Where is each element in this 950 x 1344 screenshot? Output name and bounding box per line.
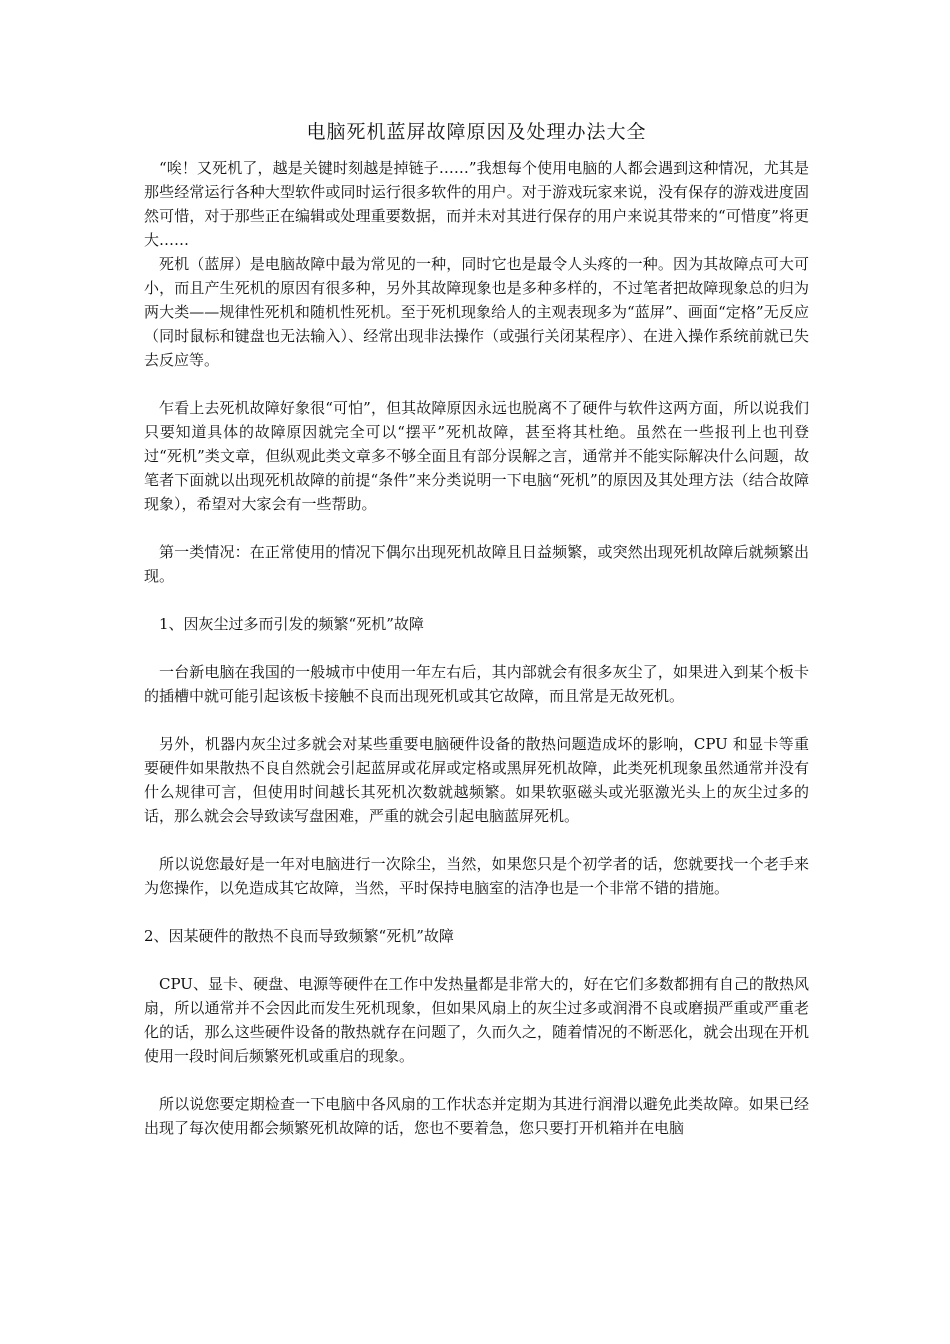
- document-title: 电脑死机蓝屏故障原因及处理办法大全: [306, 121, 647, 143]
- paragraph-spacer: [144, 588, 809, 612]
- body-paragraph: CPU、显卡、硬盘、电源等硬件在工作中发热量都是非常大的，好在它们多数都拥有自己的散热风扇，所以通常并不会因此而发生死机现象，但如果风扇上的灰尘过多或润滑不良或磨损严重或严重老化的话，那么这些硬件设备的散热就存在问题了，久而久之，随着情况的不断恶化，就会出现在开机使用一段时间后频繁死机或重启的现象。: [144, 975, 809, 1065]
- paragraph-spacer: [144, 828, 809, 852]
- body-paragraph: 乍看上去死机故障好象很“可怕”，但其故障原因永远也脱离不了硬件与软件这两方面，所以说我们只要知道具体的故障原因就完全可以“摆平”死机故障，甚至将其杜绝。虽然在一些报刊上也刊登过“死机”类文章，但纵观此类文章多不够全面且有部分误解之言，通常并不能实际解决什么问题，故笔者下面就以出现死机故障的前提“条件”来分类说明一下电脑“死机”的原因及其处理方法（结合故障现象），希望对大家会有一些帮助。: [144, 399, 809, 513]
- section-heading: 1、因灰尘过多而引发的频繁“死机”故障: [159, 615, 424, 633]
- section-heading: 2、因某硬件的散热不良而导致频繁“死机”故障: [144, 927, 454, 945]
- body-paragraph: 第一类情况：在正常使用的情况下偶尔出现死机故障且日益频繁，或突然出现死机故障后就频繁出现。: [144, 543, 809, 585]
- paragraph-spacer: [144, 948, 809, 972]
- paragraph-spacer: [144, 372, 809, 396]
- body-paragraph: 所以说您最好是一年对电脑进行一次除尘，当然，如果您只是个初学者的话，您就要找一个老手来为您操作，以免造成其它故障，当然，平时保持电脑室的洁净也是一个非常不错的措施。: [144, 855, 809, 897]
- paragraph-spacer: [144, 1068, 809, 1092]
- paragraph-spacer: [144, 708, 809, 732]
- body-paragraph: 所以说您要定期检查一下电脑中各风扇的工作状态并定期为其进行润滑以避免此类故障。如果已经出现了每次使用都会频繁死机故障的话，您也不要着急，您只要打开机箱并在电脑: [144, 1095, 809, 1137]
- body-paragraph: “唉！又死机了，越是关键时刻越是掉链子……”我想每个使用电脑的人都会遇到这种情况，尤其是那些经常运行各种大型软件或同时运行很多软件的用户。对于游戏玩家来说，没有保存的游戏进度固然可惜，对于那些正在编辑或处理重要数据，而并未对其进行保存的用户来说其带来的“可惜度”将更大……: [144, 159, 809, 249]
- paragraph-spacer: [144, 900, 809, 924]
- body-paragraph: 死机（蓝屏）是电脑故障中最为常见的一种，同时它也是最令人头疼的一种。因为其故障点可大可小，而且产生死机的原因有很多种，另外其故障现象也是多种多样的，不过笔者把故障现象总的归为两大类——规律性死机和随机性死机。至于死机现象给人的主观表现多为“蓝屏”、画面“定格”无反应（同时鼠标和键盘也无法输入）、经常出现非法操作（或强行关闭某程序）、在进入操作系统前就已失去反应等。: [144, 255, 809, 369]
- paragraph-spacer: [144, 516, 809, 540]
- document-body: [144, 156, 809, 1140]
- paragraph-spacer: [144, 636, 809, 660]
- document-page: [144, 118, 809, 1140]
- body-paragraph: 一台新电脑在我国的一般城市中使用一年左右后，其内部就会有很多灰尘了，如果进入到某个板卡的插槽中就可能引起该板卡接触不良而出现死机或其它故障，而且常是无故死机。: [144, 663, 809, 705]
- body-paragraph: 另外，机器内灰尘过多就会对某些重要电脑硬件设备的散热问题造成坏的影响，CPU 和显卡等重要硬件如果散热不良自然就会引起蓝屏或花屏或定格或黑屏死机故障，此类死机现象虽然通常并没有什么规律可言，但使用时间越长其死机次数就越频繁。如果软驱磁头或光驱激光头上的灰尘过多的话，那么就会会导致读写盘困难，严重的就会引起电脑蓝屏死机。: [144, 735, 809, 825]
